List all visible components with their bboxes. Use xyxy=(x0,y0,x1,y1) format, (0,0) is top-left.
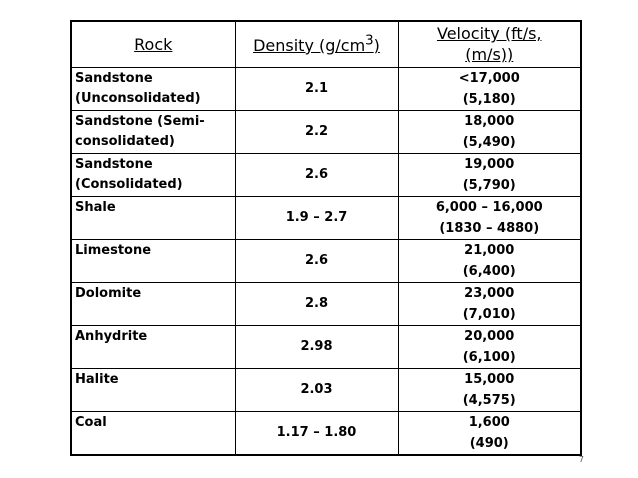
header-row xyxy=(71,21,581,67)
table-row xyxy=(71,282,581,325)
table-row xyxy=(71,325,581,368)
rock-name: Halite xyxy=(71,368,235,411)
velocity-value: 21,000 (6,400) xyxy=(398,239,581,282)
table-row xyxy=(71,110,581,153)
rock-name: Sandstone (Consolidated) xyxy=(71,153,235,196)
rock-name: Coal xyxy=(71,411,235,455)
rock-name: Shale xyxy=(71,196,235,239)
rock-name: Dolomite xyxy=(71,282,235,325)
density-value: 2.8 xyxy=(235,282,398,325)
velocity-value: 19,000 (5,790) xyxy=(398,153,581,196)
rock-name: Sandstone (Unconsolidated) xyxy=(71,67,235,110)
density-value: 2.6 xyxy=(235,239,398,282)
rock-properties-table-container xyxy=(70,20,580,452)
page-number: 7 xyxy=(578,455,584,464)
density-value: 1.17 – 1.80 xyxy=(235,411,398,455)
rock-name: Anhydrite xyxy=(71,325,235,368)
velocity-value: 1,600 (490) xyxy=(398,411,581,455)
header-velocity: Velocity (ft/s, (m/s)) xyxy=(398,21,581,67)
velocity-value: 20,000 (6,100) xyxy=(398,325,581,368)
table-row xyxy=(71,153,581,196)
header-rock: Rock xyxy=(71,21,235,67)
velocity-value: 15,000 (4,575) xyxy=(398,368,581,411)
velocity-value: 18,000 (5,490) xyxy=(398,110,581,153)
header-density: Density $(g/cm^3)$ xyxy=(235,21,398,67)
velocity-value: 6,000 – 16,000 (1830 – 4880) xyxy=(398,196,581,239)
table-row xyxy=(71,67,581,110)
density-value: 2.03 xyxy=(235,368,398,411)
rock-properties-table xyxy=(70,20,582,456)
table-row xyxy=(71,411,581,455)
density-value: 2.6 xyxy=(235,153,398,196)
density-value: 1.9 – 2.7 xyxy=(235,196,398,239)
rock-name: Limestone xyxy=(71,239,235,282)
density-value: 2.2 xyxy=(235,110,398,153)
velocity-value: <17,000 (5,180) xyxy=(398,67,581,110)
density-value: 2.98 xyxy=(235,325,398,368)
density-value: 2.1 xyxy=(235,67,398,110)
velocity-value: 23,000 (7,010) xyxy=(398,282,581,325)
table-row xyxy=(71,239,581,282)
table-row xyxy=(71,196,581,239)
table-row xyxy=(71,368,581,411)
rock-name: Sandstone (Semi-consolidated) xyxy=(71,110,235,153)
